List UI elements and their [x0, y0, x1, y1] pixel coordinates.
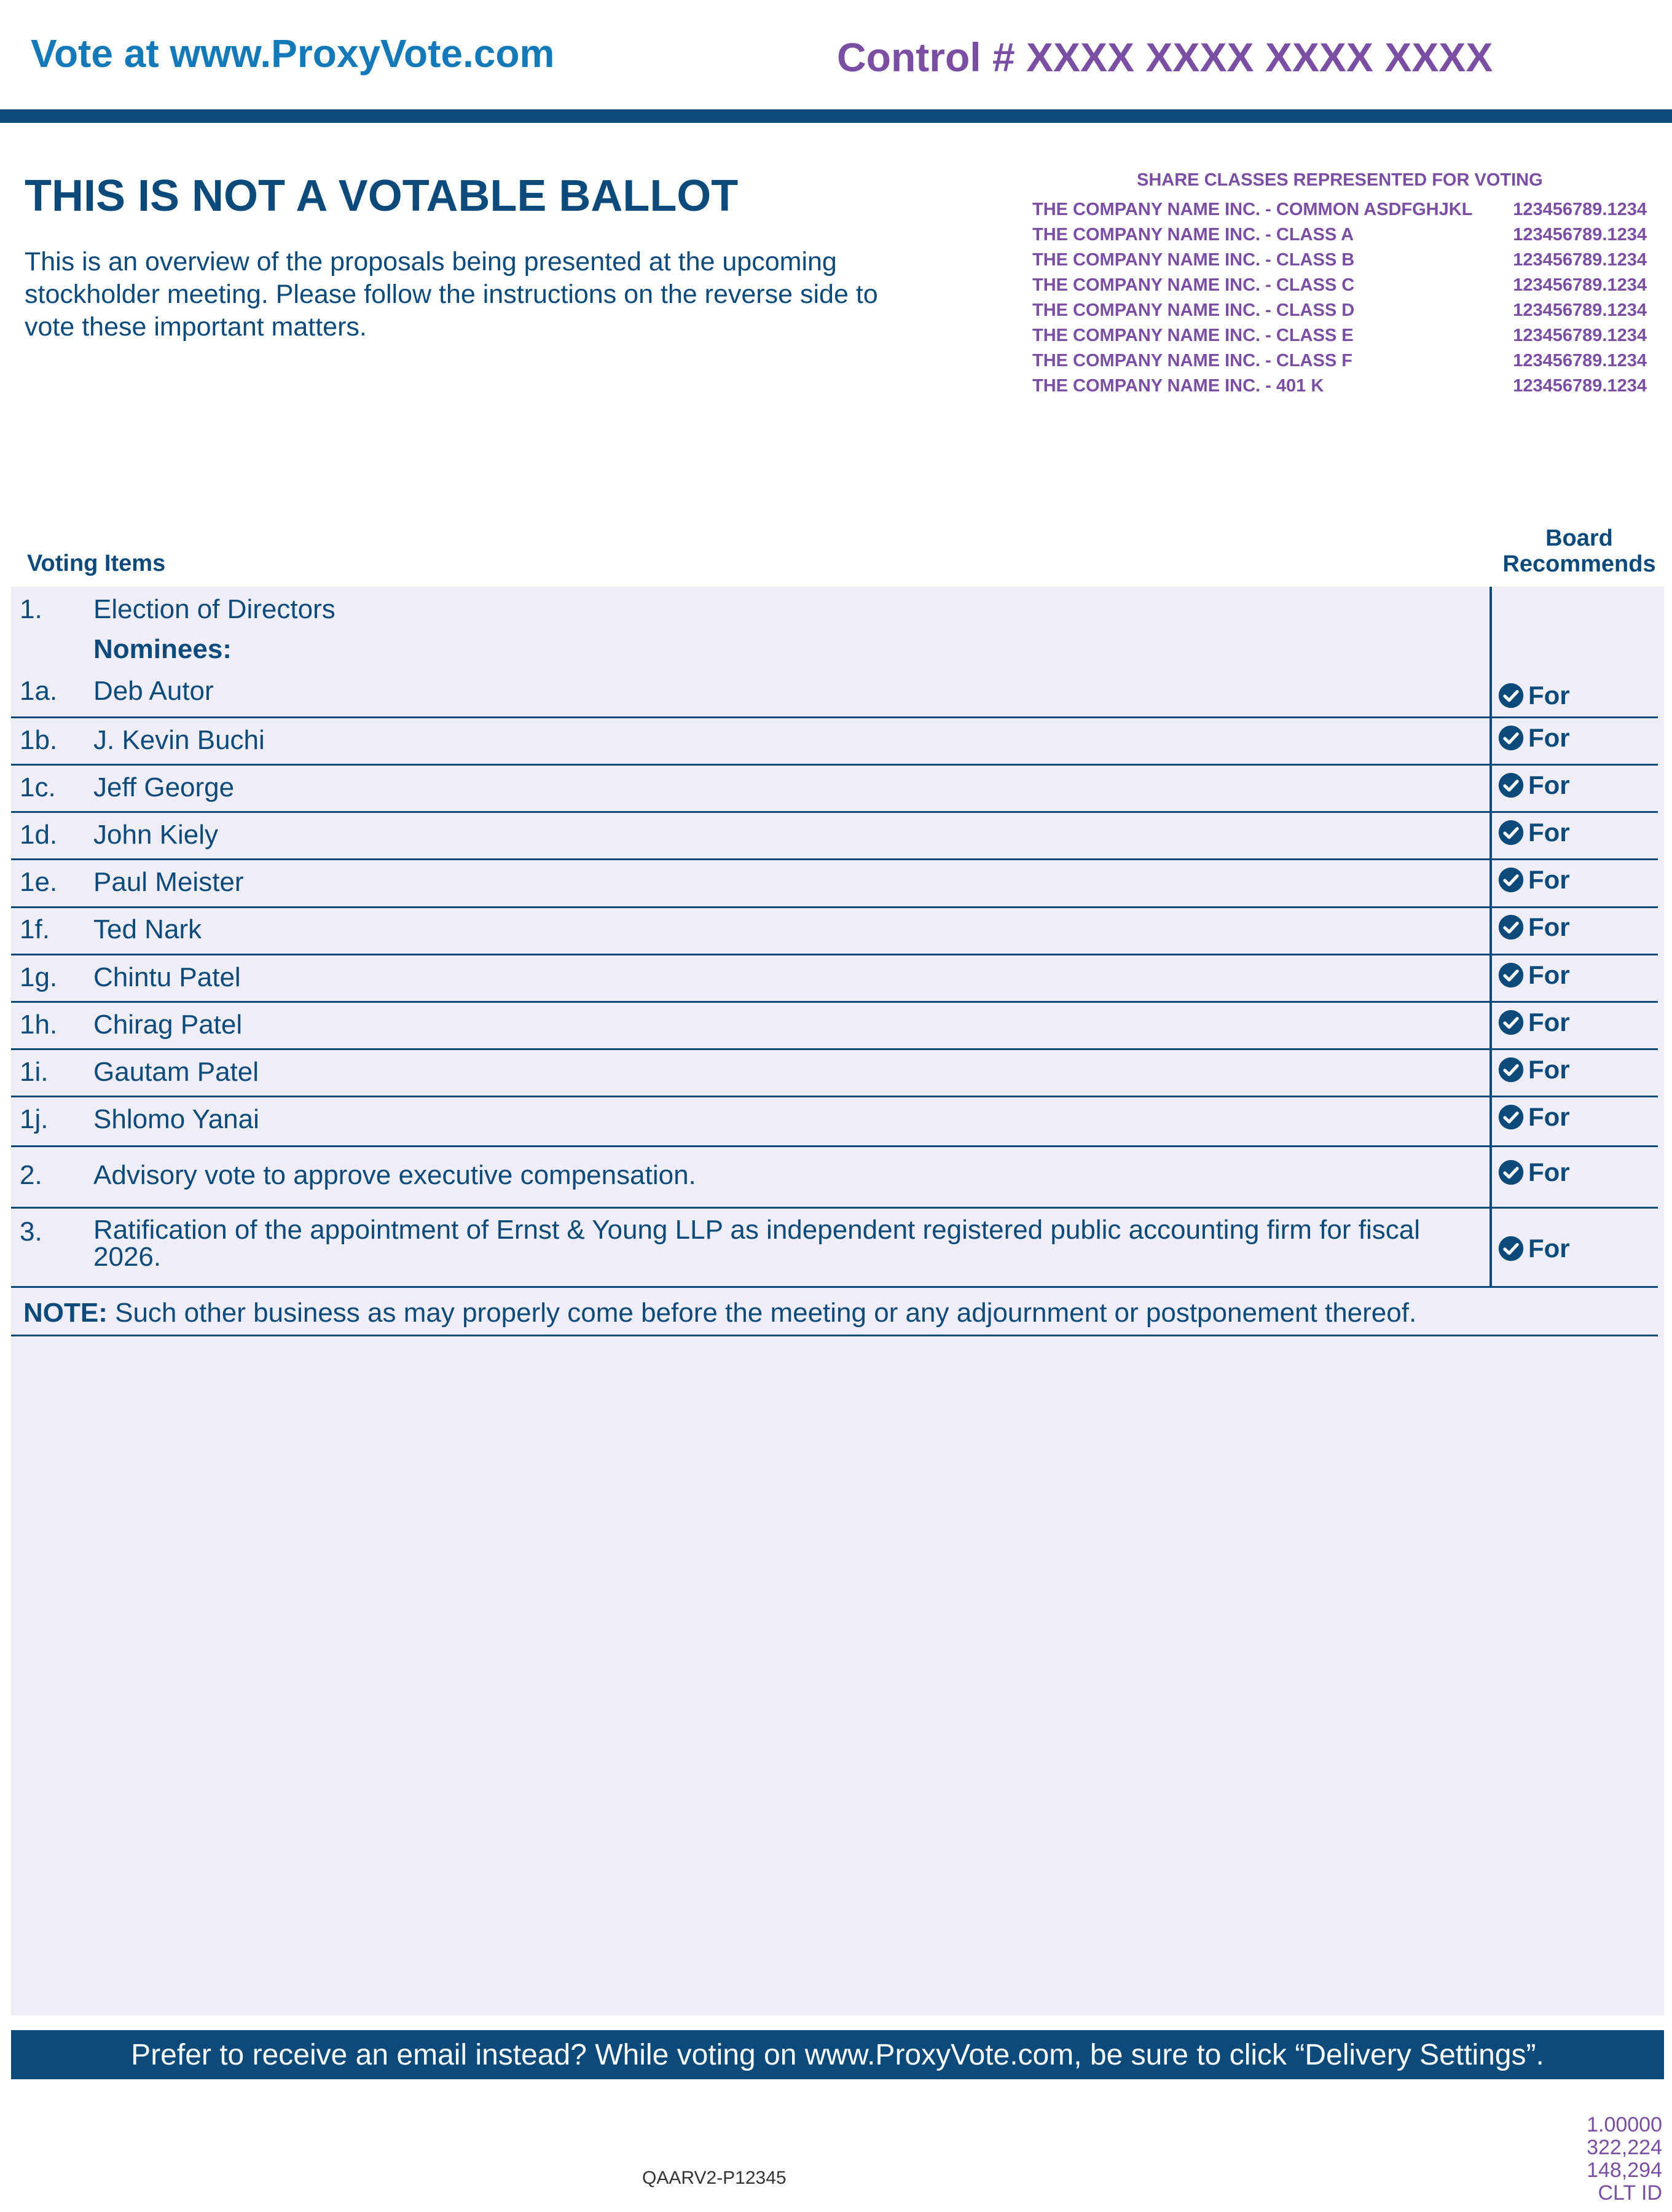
board-header-line1: Board [1545, 525, 1613, 551]
nominee-name: J. Kevin Buchi [93, 725, 265, 755]
nominee-recommendation [1497, 1008, 1570, 1037]
row-divider [11, 764, 1658, 766]
recommendation-label: For [1528, 1102, 1570, 1131]
row-divider [11, 1048, 1658, 1050]
item-2-recommendation [1497, 1158, 1570, 1187]
share-class-name: THE COMPANY NAME INC. - CLASS A [1032, 225, 1354, 245]
row-divider [11, 954, 1658, 955]
recommendation-label: For [1528, 960, 1570, 989]
item-3-label [93, 1217, 1420, 1271]
nominee-number: 1h. [20, 1010, 58, 1040]
share-class-row [1032, 376, 1647, 401]
nominees-label: Nominees: [93, 634, 232, 664]
check-circle-icon [1497, 1235, 1525, 1262]
check-circle-icon [1497, 819, 1525, 846]
share-class-row [1032, 200, 1647, 225]
check-circle-icon [1497, 682, 1525, 709]
item-2-label: Advisory vote to approve executive compensation. [93, 1160, 696, 1190]
recommendation-label: For [1528, 1158, 1570, 1186]
row-divider [11, 1096, 1658, 1097]
nominee-recommendation [1497, 723, 1570, 753]
nominee-recommendation [1497, 1055, 1570, 1084]
row-divider [11, 1001, 1658, 1003]
share-class-value: 123456789.1234 [1513, 351, 1647, 371]
recommendation-label: For [1528, 912, 1570, 941]
share-class-value: 123456789.1234 [1513, 225, 1647, 245]
nominee-number: 1b. [20, 725, 58, 755]
recommendation-label: For [1528, 865, 1570, 894]
share-class-value: 123456789.1234 [1513, 376, 1647, 396]
row-divider [11, 716, 1658, 718]
voting-items-header: Voting Items [27, 551, 166, 576]
share-classes-heading: SHARE CLASSES REPRESENTED FOR VOTING [1137, 170, 1543, 190]
footer-code: 148,294 [1587, 2159, 1662, 2182]
email-delivery-banner: Prefer to receive an email instead? While voting on www.ProxyVote.com, be sure to click “Delivery Settings”. [11, 2030, 1664, 2079]
share-classes-list [1032, 200, 1647, 401]
share-class-name: THE COMPANY NAME INC. - COMMON ASDFGHJKL [1032, 200, 1473, 219]
share-class-row [1032, 300, 1647, 326]
nominee-number: 1a. [20, 676, 58, 706]
share-class-value: 123456789.1234 [1513, 250, 1647, 270]
item-3-number: 3. [20, 1217, 42, 1247]
share-class-name: THE COMPANY NAME INC. - CLASS D [1032, 300, 1355, 320]
nominee-name: Gautam Patel [93, 1057, 259, 1087]
recommendation-label: For [1528, 1008, 1570, 1037]
share-class-value: 123456789.1234 [1513, 275, 1647, 295]
row-divider [11, 906, 1658, 908]
nominee-number: 1c. [20, 772, 56, 802]
nominee-number: 1f. [20, 914, 50, 944]
recommendation-label: For [1528, 1055, 1570, 1084]
check-circle-icon [1497, 772, 1525, 799]
nominee-number: 1e. [20, 867, 58, 897]
nominee-number: 1d. [20, 820, 58, 850]
check-circle-icon [1497, 866, 1525, 893]
share-class-value: 123456789.1234 [1513, 200, 1647, 219]
board-header-line2: Recommends [1502, 551, 1656, 577]
share-class-row [1032, 326, 1647, 351]
item-1-label: Election of Directors [93, 594, 336, 624]
note-prefix: NOTE: [23, 1298, 108, 1328]
share-class-name: THE COMPANY NAME INC. - 401 K [1032, 376, 1324, 396]
row-divider [11, 1286, 1658, 1288]
share-class-value: 123456789.1234 [1513, 326, 1647, 345]
nominee-recommendation [1497, 960, 1570, 990]
nominee-number: 1g. [20, 962, 58, 992]
page-title: THIS IS NOT A VOTABLE BALLOT [25, 171, 739, 221]
nominee-number: 1i. [20, 1057, 49, 1087]
check-circle-icon [1497, 962, 1525, 989]
check-circle-icon [1497, 1104, 1525, 1131]
check-circle-icon [1497, 1009, 1525, 1036]
footer-codes [1536, 2114, 1662, 2205]
check-circle-icon [1497, 1159, 1525, 1186]
nominee-number: 1j. [20, 1104, 49, 1134]
vote-url-heading: Vote at www.ProxyVote.com [31, 31, 555, 76]
item-3-label-line2: 2026. [93, 1242, 162, 1272]
footer-code: 322,224 [1587, 2136, 1662, 2159]
item-3-recommendation [1497, 1234, 1570, 1263]
share-class-name: THE COMPANY NAME INC. - CLASS F [1032, 351, 1352, 371]
check-circle-icon [1497, 914, 1525, 941]
row-divider [11, 811, 1658, 813]
share-class-name: THE COMPANY NAME INC. - CLASS E [1032, 326, 1354, 345]
nominee-name: John Kiely [93, 820, 219, 850]
row-divider [11, 858, 1658, 860]
footer-code: 1.00000 [1587, 2113, 1662, 2136]
check-circle-icon [1497, 724, 1525, 751]
nominee-recommendation [1497, 1102, 1570, 1132]
note-text [23, 1298, 1416, 1328]
share-class-row [1032, 351, 1647, 376]
nominee-name: Chintu Patel [93, 962, 241, 992]
share-class-value: 123456789.1234 [1513, 300, 1647, 320]
nominee-name: Chirag Patel [93, 1010, 243, 1040]
nominee-recommendation [1497, 818, 1570, 847]
recommendation-label: For [1528, 723, 1570, 752]
recommendation-label: For [1528, 771, 1570, 799]
control-number: Control # XXXX XXXX XXXX XXXX [837, 34, 1493, 80]
item-2-number: 2. [20, 1160, 42, 1190]
header-divider [0, 109, 1672, 123]
share-class-row [1032, 275, 1647, 300]
row-divider [11, 1145, 1658, 1147]
check-circle-icon [1497, 1056, 1525, 1083]
recommendation-label: For [1528, 1234, 1570, 1263]
item-3-label-line1: Ratification of the appointment of Ernst & Young LLP as independent registered public accounting firm for fiscal [93, 1215, 1420, 1245]
share-class-row [1032, 250, 1647, 275]
row-divider [11, 1207, 1658, 1209]
note-body: Such other business as may properly come before the meeting or any adjournment or postponement thereof. [107, 1298, 1417, 1328]
share-class-name: THE COMPANY NAME INC. - CLASS C [1032, 275, 1355, 295]
item-1-number: 1. [20, 594, 42, 624]
row-divider [11, 1335, 1658, 1336]
intro-text: This is an overview of the proposals being presented at the upcoming stockholder meeting. Please follow the instructions on the reverse side to vote these important matters. [25, 247, 878, 342]
nominee-recommendation [1497, 771, 1570, 800]
nominee-recommendation [1497, 865, 1570, 895]
nominee-name: Ted Nark [93, 914, 202, 944]
recommendation-label: For [1528, 818, 1570, 847]
nominee-name: Shlomo Yanai [93, 1104, 259, 1134]
share-class-row [1032, 225, 1647, 250]
share-class-name: THE COMPANY NAME INC. - CLASS B [1032, 250, 1355, 270]
recommendation-label: For [1528, 681, 1570, 710]
nominee-recommendation [1497, 681, 1570, 710]
nominee-name: Paul Meister [93, 867, 244, 897]
nominee-name: Jeff George [93, 772, 235, 802]
nominee-recommendation [1497, 912, 1570, 942]
job-id: QAARV2-P12345 [642, 2168, 787, 2188]
board-recommends-header [1487, 525, 1671, 577]
nominee-name: Deb Autor [93, 676, 214, 706]
recommendation-column-divider [1489, 587, 1492, 1287]
footer-code: CLT ID [1598, 2181, 1662, 2205]
